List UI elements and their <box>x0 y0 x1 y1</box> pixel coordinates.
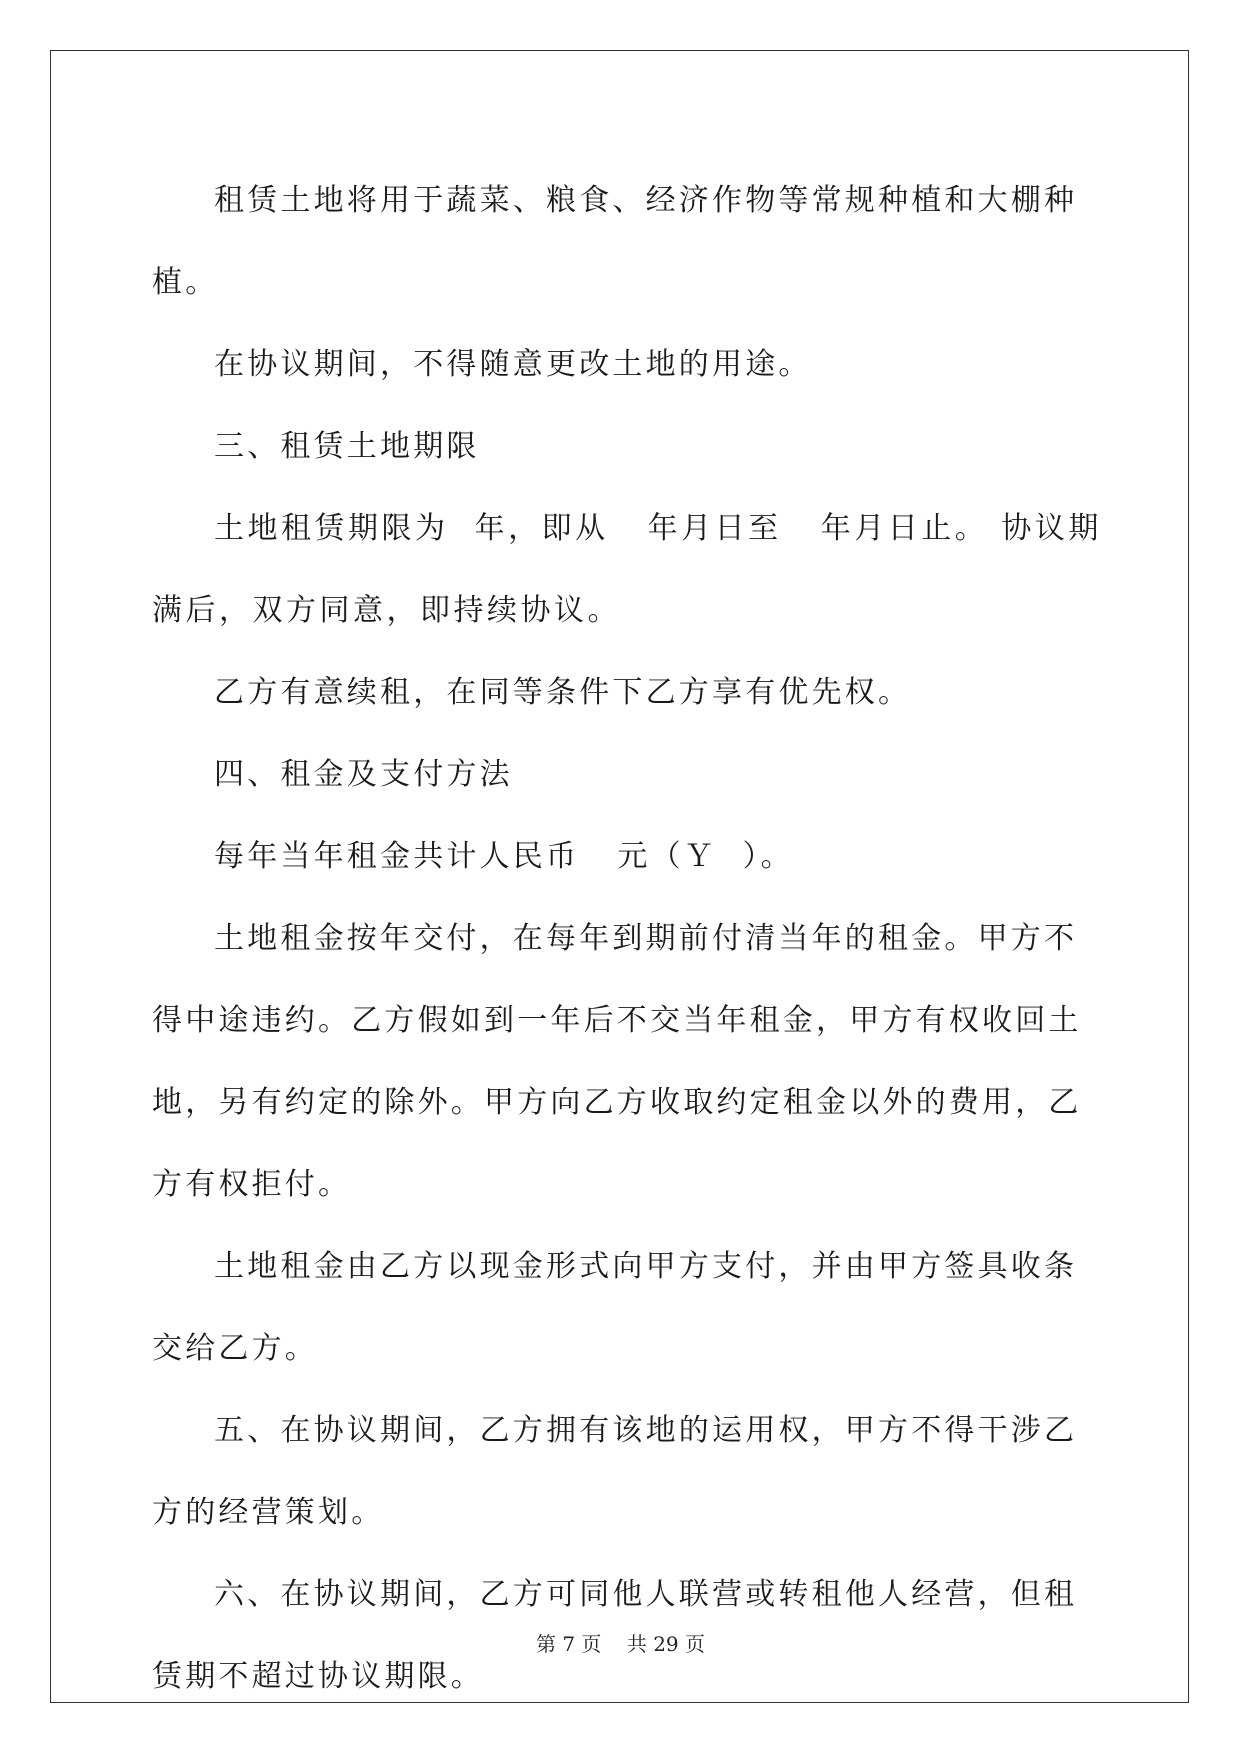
paragraph: 每年当年租金共计人民币 元（Ｙ ）。 <box>214 839 794 874</box>
paragraph: 在协议期间，不得随意更改土地的用途。 <box>214 347 812 382</box>
document-body <box>152 160 1102 1718</box>
paragraph: 乙方有意续租，在同等条件下乙方享有优先权。 <box>214 675 912 710</box>
paragraph: 六、在协议期间，乙方可同他人联营或转租他人经营，但租赁期不超过协议期限。 <box>152 1577 1078 1694</box>
paragraph: 五、在协议期间，乙方拥有该地的运用权，甲方不得干涉乙方的经营策划。 <box>152 1413 1078 1530</box>
paragraph: 租赁土地将用于蔬菜、粮食、经济作物等常规种植和大棚种植。 <box>152 183 1078 300</box>
page-number-footer: 第 7 页 共 29 页 <box>535 1632 706 1656</box>
section-heading: 三、租赁土地期限 <box>214 429 480 464</box>
paragraph: 土地租金由乙方以现金形式向甲方支付，并由甲方签具收条交给乙方。 <box>152 1249 1078 1366</box>
section-heading: 四、租金及支付方法 <box>214 757 513 792</box>
paragraph: 土地租赁期限为 年，即从 年月日至 年月日止。 协议期满后，双方同意，即持续协议。 <box>152 511 1102 628</box>
paragraph: 土地租金按年交付，在每年到期前付清当年的租金。甲方不得中途违约。乙方假如到一年后不交当年租金，甲方有权收回土地，另有约定的除外。甲方向乙方收取约定租金以外的费用，乙方有权拒付。 <box>152 921 1082 1202</box>
